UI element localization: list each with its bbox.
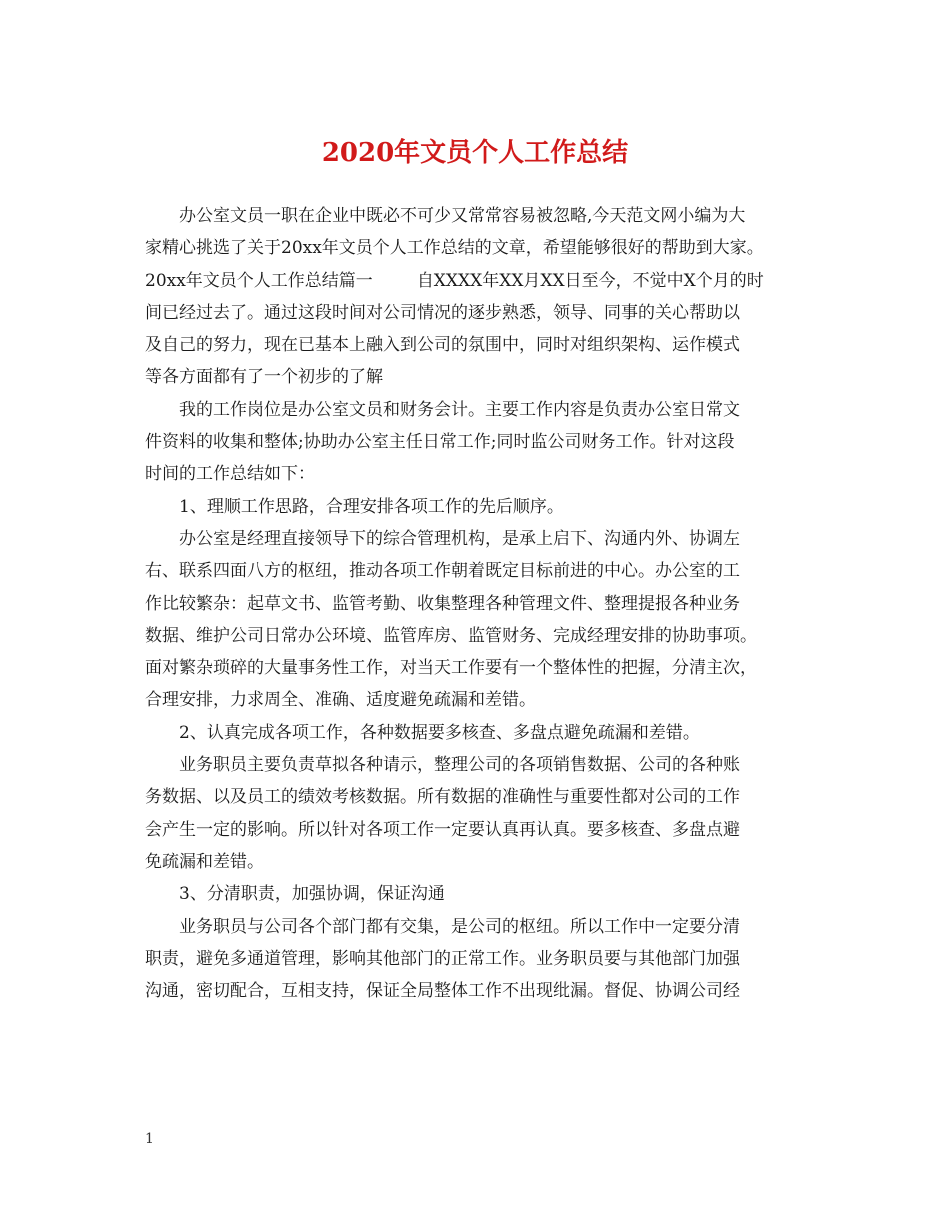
paragraph-line: 业务职员与公司各个部门都有交集，是公司的枢纽。所以工作中一定要分清 (179, 916, 740, 937)
paragraph-line: 时间的工作总结如下： (145, 464, 315, 485)
paragraph-line (145, 265, 815, 297)
paragraph-line: 间已经过去了。通过这段时间对公司情况的逐步熟悉，领导、同事的关心帮助以 (145, 302, 740, 323)
paragraph-line: 家精心挑选了关于20xx年文员个人工作总结的文章，希望能够很好的帮助到大家。 (145, 238, 764, 259)
paragraph-text: 自XXXX年XX月XX日至今，不觉中X个月的时 (416, 270, 764, 291)
paragraph-line: 作比较繁杂：起草文书、监管考勤、收集整理各种管理文件、整理提报各种业务 (145, 593, 740, 614)
document-title: 2020年文员个人工作总结 (321, 138, 629, 168)
paragraph-line: 数据、维护公司日常办公环境、监管库房、监管财务、完成经理安排的协助事项。 (145, 625, 757, 646)
document-body (145, 200, 815, 1007)
paragraph-line: 办公室文员一职在企业中既必不可少又常常容易被忽略,今天范文网小编为大 (179, 206, 746, 226)
section-heading: 3、分清职责，加强协调，保证沟通 (179, 884, 445, 905)
paragraph-line: 件资料的收集和整体;协助办公室主任日常工作;同时监公司财务工作。针对这段 (145, 432, 735, 453)
paragraph-line: 务数据、以及员工的绩效考核数据。所有数据的准确性与重要性都对公司的工作 (145, 787, 740, 808)
paragraph-line: 免疏漏和差错。 (145, 851, 264, 872)
paragraph-line: 等各方面都有了一个初步的了解 (145, 367, 383, 388)
section-heading: 2、认真完成各项工作，各种数据要多核查、多盘点避免疏漏和差错。 (179, 722, 700, 743)
paragraph-line: 业务职员主要负责草拟各种请示，整理公司的各项销售数据、公司的各种账 (179, 755, 740, 776)
paragraph-line: 办公室是经理直接领导下的综合管理机构，是承上启下、沟通内外、协调左 (179, 528, 740, 549)
paragraph-line: 会产生一定的影响。所以针对各项工作一定要认真再认真。要多核查、多盘点避 (145, 819, 740, 840)
article-subheading: 20xx年文员个人工作总结篇一 (145, 270, 373, 291)
page-number: 1 (145, 1131, 154, 1147)
paragraph-line: 沟通，密切配合，互相支持，保证全局整体工作不出现纰漏。督促、协调公司经 (145, 981, 740, 1002)
paragraph-line: 面对繁杂琐碎的大量事务性工作，对当天工作要有一个整体性的把握，分清主次， (145, 658, 757, 679)
paragraph-line: 及自己的努力，现在已基本上融入到公司的氛围中，同时对组织架构、运作模式 (145, 335, 740, 356)
paragraph-line: 右、联系四面八方的枢纽，推动各项工作朝着既定目标前进的中心。办公室的工 (145, 561, 740, 582)
section-heading: 1、理顺工作思路，合理安排各项工作的先后顺序。 (179, 496, 564, 517)
paragraph-line: 我的工作岗位是办公室文员和财务会计。主要工作内容是负责办公室日常文 (179, 399, 740, 420)
paragraph-line: 合理安排，力求周全、准确、适度避免疏漏和差错。 (145, 690, 536, 711)
paragraph-line: 职责，避免多通道管理，影响其他部门的正常工作。业务职员要与其他部门加强 (145, 948, 740, 969)
